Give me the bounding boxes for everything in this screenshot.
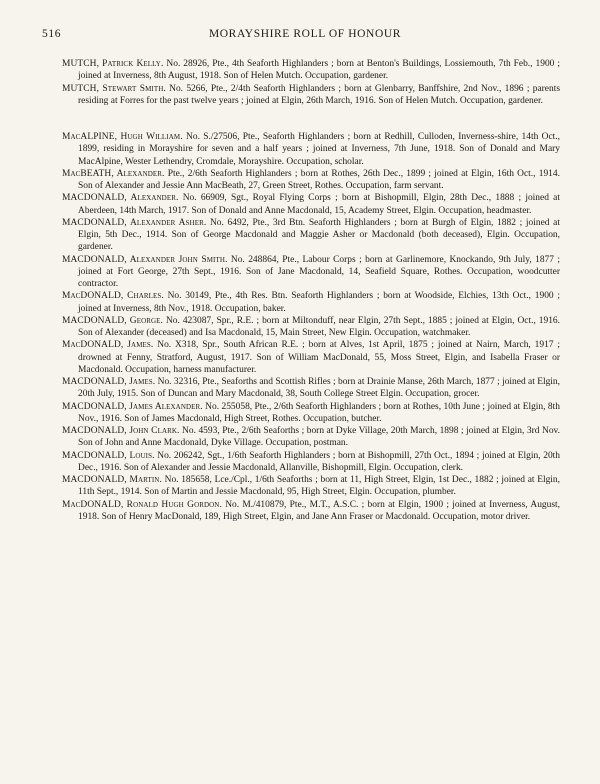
entry xyxy=(62,425,560,450)
entry xyxy=(62,192,560,217)
entry-name: MACDONALD, George. xyxy=(62,315,163,326)
entry-text: No. 255058, Pte., 2/6th Seaforth Highlanders ; born at Rothes, 10th June ; joined at Elgin, 8th Nov., 1916. Son of James Macdonald, High Street, Rothes. Occupation, butcher. xyxy=(78,401,560,424)
entry xyxy=(62,83,560,108)
entry-text: No. 28926, Pte., 4th Seaforth Highlanders ; born at Benton's Buildings, Lossiemouth, 7th Feb., 1900 ; joined at Inverness, 8th August, 1918. Son of Helen Mutch. Occupation, gardener. xyxy=(78,59,560,82)
entry-name: MacDONALD, Ronald Hugh Gordon. xyxy=(62,499,222,510)
entry-name: MACDONALD, Alexander John Smith. xyxy=(62,254,228,265)
entry-name: MACDONALD, James. xyxy=(62,377,156,387)
entry-name: MacDONALD, Charles. xyxy=(62,291,164,302)
entry-name: MACDONALD, Alexander. xyxy=(62,193,179,204)
entry-name: MUTCH, Patrick Kelly. xyxy=(62,59,164,69)
entry xyxy=(62,401,560,426)
entry-text: No. S./27506, Pte., Seaforth Highlanders ; born at Redhill, Culloden, Inverness-shire, 14th Oct., 1899, residing in Morayshire for seven and a half years ; joined at Inverness, 7th June, 1918. Son of Donald and Mary MacAlpine, Wester Lethendry, Cromdale, Morayshire. Occupation, scholar. xyxy=(78,132,561,167)
entry xyxy=(62,474,560,499)
entry xyxy=(62,168,560,193)
entry xyxy=(62,339,560,376)
entry-name: MACDONALD, John Clark. xyxy=(62,426,180,436)
section-gap xyxy=(62,107,560,131)
entry xyxy=(62,376,560,401)
entry-text: No. 248864, Pte., Labour Corps ; born at Garlinemore, Knockando, 9th July, 1877 ; joined at Fort George, 27th Sept., 1916. Son of Jane Macdonald, 14, Seafield Square, Rothes. Occupation, woodcutter contractor. xyxy=(78,254,561,289)
entry-text: Pte., 2/6th Seaforth Highlanders ; born at Rothes, 26th Dec., 1899 ; joined at Elgin, 16th Oct., 1914. Son of Alexander and Jessie Ann MacBeath, 27, Green Street, Rothes. Occupation, farm servant. xyxy=(78,168,560,191)
entry xyxy=(62,217,560,254)
entry-text: No. 206242, Sgt., 1/6th Seaforth Highlanders ; born at Bishopmill, 27th Oct., 1894 ; joined at Elgin, 20th Dec., 1916. Son of Alexander and Jessie Macdonald, Allanville, Bishopmill, Elgin. Occupation, clerk. xyxy=(78,450,561,473)
entry-text: No. 5266, Pte., 2/4th Seaforth Highlanders ; born at Glenbarry, Banffshire, 2nd Nov., 1896 ; parents residing at Forres for the past twelve years ; joined at Elgin, 26th March, 1916. Son of Helen Mutch. Occupation, gardener. xyxy=(78,83,560,106)
entry xyxy=(62,290,560,315)
entry-text: No. M./410879, Pte., M.T., A.S.C. ; born at Elgin, 1900 ; joined at Inverness, August, 1918. Son of Henry MacDonald, 189, High Street, Elgin, and Jane Ann Fraser or Macdonald. Occupation, motor driver. xyxy=(78,499,561,522)
entry-name: MACDONALD, Martin. xyxy=(62,475,162,485)
page-number: 516 xyxy=(42,28,62,40)
running-head: MORAYSHIRE ROLL OF HONOUR xyxy=(208,28,402,40)
entry-name: MACDONALD, James Alexander. xyxy=(62,401,203,412)
entry xyxy=(62,58,560,83)
entry-name: MacBEATH, Alexander. xyxy=(62,168,165,179)
entry-text: No. 6492, Pte., 3rd Btn. Seaforth Highlanders ; born at Burgh of Elgin, 1882 ; joined at Elgin, 5th Dec., 1914. Son of George Macdonald and Maggie Asher or Macdonald (both deceased), Elgin. Occupation, gardener. xyxy=(78,217,560,253)
entry-text: No. 32316, Pte., Seaforths and Scottish Rifles ; born at Drainie Manse, 26th March, 1877 ; joined at Elgin, 20th July, 1915. Son of Duncan and Mary Macdonald, 38, South College Street Elgin. Occupation, grocer. xyxy=(78,377,561,400)
entry-text: No. 185658, Lce./Cpl., 1/6th Seaforths ; born at 11, High Street, Elgin, 1st Dec., 1882 ; joined at Elgin, 11th Sept., 1914. Son of Martin and Jessie Macdonald, 95, High Street, Elgin. Occupation, plumber. xyxy=(78,475,561,498)
entry-name: MacALPINE, Hugh William. xyxy=(62,132,183,142)
page-header xyxy=(42,28,568,44)
entry xyxy=(62,450,560,475)
entry xyxy=(62,131,560,168)
entry-text: No. 4593, Pte., 2/6th Seaforths ; born at Dyke Village, 20th March, 1898 ; joined at Elgin, 3rd Nov. Son of John and Anne Macdonald, Dyke Village. Occupation, postman. xyxy=(78,426,561,449)
entry xyxy=(62,499,560,524)
entry-text: No. 66909, Sgt., Royal Flying Corps ; born at Bishopmill, Elgin, 28th Dec., 1888 ; joined at Aberdeen, 14th March, 1917. Son of Donald and Anne Macdonald, 15, Academy Street, Elgin. Occupation, headmaster. xyxy=(78,193,560,216)
entry-text: No. 423087, Spr., R.E. ; born at Miltonduff, near Elgin, 27th Sept., 1885 ; joined at Elgin, Oct., 1916. Son of Alexander (deceased) and Isa Macdonald, 15, Main Street, New Elgin. Occupation, watchmaker. xyxy=(78,315,561,338)
entry-name: MACDONALD, Louis. xyxy=(62,450,155,461)
entry xyxy=(62,315,560,340)
entry xyxy=(62,254,560,291)
entry-name: MacDONALD, James. xyxy=(62,340,154,351)
entry-text: No. 30149, Pte., 4th Res. Btn. Seaforth Highlanders ; born at Woodside, Elchies, 13th Oct., 1900 ; joined at Inverness, 8th Nov., 1918. Occupation, baker. xyxy=(78,291,560,314)
entry-name: MUTCH, Stewart Smith. xyxy=(62,83,166,94)
roll-entries xyxy=(62,58,560,523)
entry-text: No. X318, Spr., South African R.E. ; born at Alves, 1st April, 1875 ; joined at Nairn, March, 1917 ; drowned at Fenny, Stratford, August, 1917. Son of William MacDonald, 55, Moss Street, Elgin, and Isabella Fraser or Macdonald. Occupation, harness manufacturer. xyxy=(78,340,561,375)
entry-name: MACDONALD, Alexander Asher. xyxy=(62,217,207,228)
